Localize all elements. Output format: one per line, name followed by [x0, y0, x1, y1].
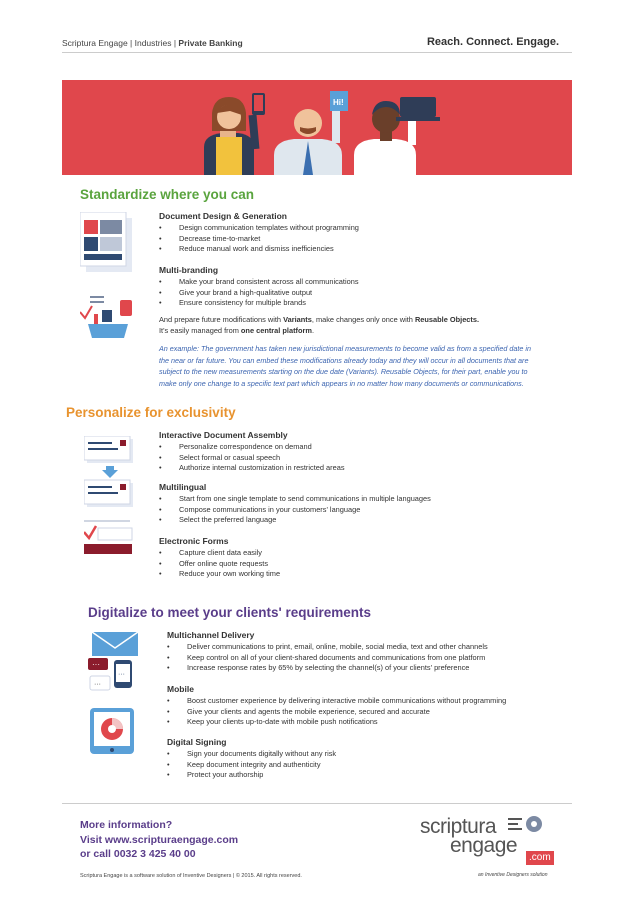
block-multilingual [159, 482, 579, 526]
envelope-icon [92, 632, 138, 656]
list-item: • Personalize correspondence on demand [159, 442, 559, 453]
list-item: • Keep document integrity and authenticity [167, 760, 567, 771]
logo-subtitle: an Inventive Designers solution [478, 872, 548, 878]
phone-number: or call 0032 3 425 40 00 [80, 848, 196, 860]
header-divider [62, 52, 572, 53]
scriptura-engage-logo [420, 810, 560, 870]
text: , make changes only once with [311, 315, 415, 324]
hero-banner [62, 80, 572, 175]
logo-dotcom: .com [526, 851, 554, 865]
list-item: • Make your brand consistent across all communications [159, 277, 559, 288]
footer-divider [62, 803, 572, 804]
copyright: Scriptura Engage is a software solution of Inventive Designers | © 2015. All rights reserved. [80, 873, 302, 879]
block-multi-branding [159, 265, 559, 309]
contact-info [80, 818, 238, 862]
example-line: subject to the new measurements starting on the due date (Variants). Reusable Objects, for their part, enable you to [159, 367, 528, 376]
block-title: Digital Signing [167, 737, 227, 747]
more-info-heading: More information? [80, 819, 173, 831]
svg-text:···: ··· [92, 660, 100, 669]
block-electronic-forms [159, 536, 559, 580]
list-item: • Give your brand a high-qualitative output [159, 288, 559, 299]
list-item: • Authorize internal customization in restricted areas [159, 463, 559, 474]
block-multichannel [167, 630, 567, 674]
block-document-design [159, 211, 559, 255]
section-title-digitalize: Digitalize to meet your clients' requirements [88, 605, 372, 620]
block-digital-signing [167, 737, 567, 781]
block-document-assembly [159, 430, 559, 474]
digitalize-icons [88, 632, 142, 754]
people-illustration [62, 75, 572, 175]
text: It's easily managed from [159, 326, 241, 335]
list-item: • Deliver communications to print, email, online, mobile, social media, text and other channels [167, 642, 567, 653]
form-icon [84, 520, 132, 554]
breadcrumb-prefix: Scriptura Engage | Industries | [62, 38, 177, 48]
arrow-down-icon [102, 466, 118, 478]
tablet-chart-icon [90, 708, 134, 754]
section-title-personalize: Personalize for exclusivity [66, 405, 236, 420]
example-line: make only one change to a specific text part which appears in no matter how many documents or communications. [159, 378, 524, 388]
breadcrumb [62, 38, 243, 48]
block-mobile [167, 684, 577, 728]
woman-figure [204, 93, 265, 175]
variants-term: Variants [283, 315, 312, 324]
phone-icon [114, 660, 132, 688]
central-platform-term: one central platform [240, 326, 312, 335]
list-item: • Reduce manual work and dismiss inefficiencies [159, 244, 559, 255]
multi-branding-icon [80, 290, 136, 338]
list-item: • Design communication templates without programming [159, 223, 559, 234]
list-item: • Select formal or casual speech [159, 453, 559, 464]
list-item: • Boost customer experience by delivering interactive mobile communications without programming [167, 696, 577, 707]
list-item: • Compose communications in your customers' language [159, 505, 579, 516]
chat-bubble-icon [88, 658, 108, 670]
block-title: Mobile [167, 684, 194, 694]
list-item: • Offer online quote requests [159, 559, 559, 570]
block-title: Multi-branding [159, 265, 219, 275]
block-title: Multilingual [159, 482, 207, 492]
list-item: • Increase response rates by 65% by selecting the channel(s) of your clients' preference [167, 663, 567, 674]
speech-icon [90, 676, 110, 690]
svg-text:···: ··· [118, 671, 125, 678]
logo-graphic-icon [506, 814, 546, 836]
breadcrumb-current: Private Banking [178, 38, 243, 48]
list-item: • Capture client data easily [159, 548, 559, 559]
personalize-icons [84, 436, 136, 554]
man-figure [274, 91, 348, 175]
tagline: Reach. Connect. Engage. [426, 36, 559, 48]
block-title: Electronic Forms [159, 536, 229, 546]
hi-sign-text: Hi! [333, 98, 344, 107]
variants-paragraph [159, 314, 569, 336]
text: . [311, 326, 315, 335]
multilingual-icon [84, 480, 133, 507]
section-title-standardize: Standardize where you can [80, 187, 255, 202]
reusable-objects-term: Reusable Objects. [414, 315, 480, 324]
block-title: Interactive Document Assembly [159, 430, 288, 440]
list-item: • Sign your documents digitally without any risk [167, 749, 567, 760]
list-item: • Reduce your own working time [159, 569, 559, 580]
example-line: the near or far future. You can embed these modifications already today and they will occur in all documents that are [159, 355, 529, 365]
list-item: • Select the preferred language [159, 515, 579, 526]
list-item: • Keep your clients up-to-date with mobile push notifications [167, 717, 577, 728]
list-item: • Protect your authorship [167, 770, 567, 781]
text: And prepare future modifications with [159, 315, 284, 324]
logo-word-engage: engage [450, 834, 518, 857]
third-figure [354, 97, 440, 175]
logo-word-scriptura: scriptura [420, 815, 497, 838]
list-item: • Start from one single template to send communications in multiple languages [159, 494, 579, 505]
block-title: Document Design & Generation [159, 211, 287, 221]
document-assembly-icon [84, 436, 133, 463]
list-item: • Give your clients and agents the mobile experience, secured and accurate [167, 707, 577, 718]
example-paragraph [159, 343, 579, 389]
document-design-icon [80, 212, 132, 272]
list-item: • Decrease time-to-market [159, 234, 559, 245]
block-title: Multichannel Delivery [167, 630, 255, 640]
website-link[interactable]: Visit www.scripturaengage.com [80, 833, 239, 846]
list-item: • Ensure consistency for multiple brands [159, 298, 559, 309]
example-line: An example: The government has taken new jurisdictional measurements to become valid as from a specified date in [159, 344, 531, 353]
list-item: • Keep control on all of your client-shared documents and communications from one platform [167, 653, 567, 664]
svg-text:···: ··· [94, 681, 101, 688]
